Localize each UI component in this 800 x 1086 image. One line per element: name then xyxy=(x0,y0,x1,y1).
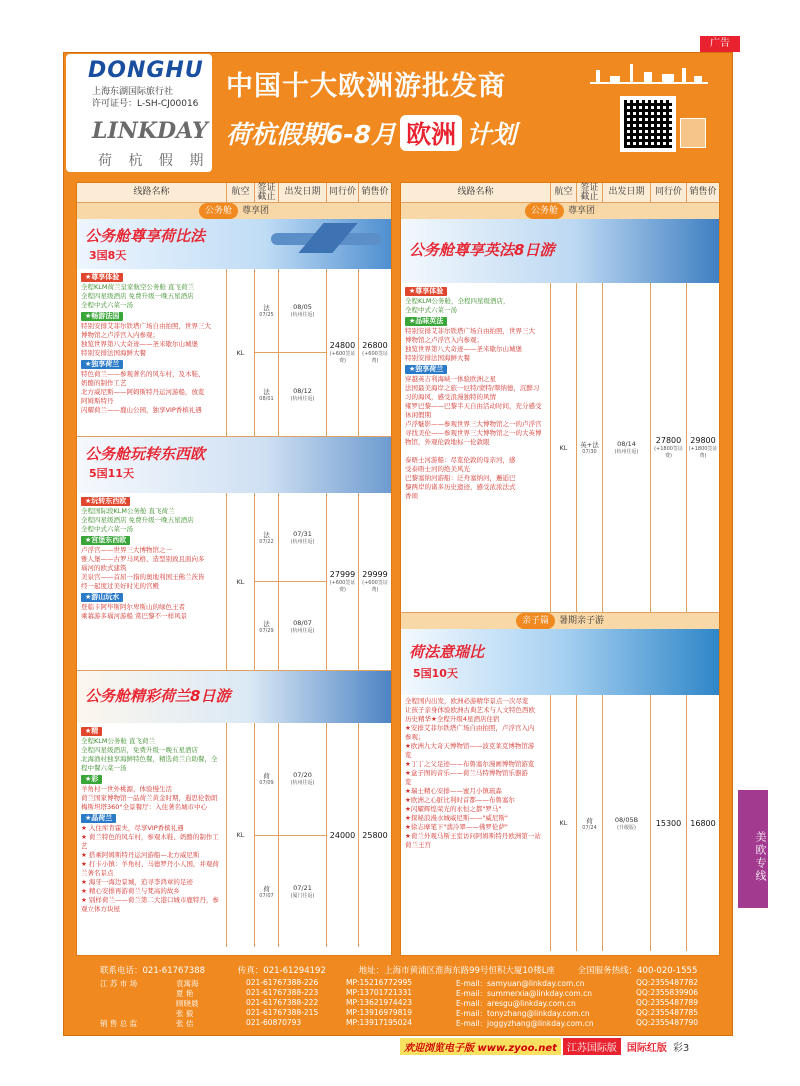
banner-tour-3: 公务舱精彩荷兰8日游 xyxy=(77,671,391,723)
banner-uk-fr: 公务舱尊享英法8日游 xyxy=(401,219,719,283)
table-header: 线路名称 航空 签证截止 出发日期 同行价 销售价 xyxy=(401,183,719,203)
section-tag-business: 公务舱 尊享团 xyxy=(401,203,719,219)
skyline-icon xyxy=(590,64,708,84)
contact-footer: 联系电话：021-61767388 传真：021-61294192 地址：上海市黄浦区淮海东路99号恒积大厦10楼L座 全国服务热线：400-020-1555 江 苏 市 场 袁寓海 021-61767388-226 MP:15216772995 E-mail：samyuan@linkday.com.cn QQ:2355487782 夏 艳 021-61767388-223 MP:13701721331 E-mail：summerxia@linkday.com.cn QQ:2355839906 顾晓晨 021-61767388-222 MP:13621974423 E-mail：aresgu@linkday.com.cn QQ:2355487789 张 毅 021-61767388-215 MP:13916979819 E-mail：tonyzhang@linkday.com.cn QQ:2355487785 销 售 总 监 张 佶 021-60870793 MP:13917195024 E-mail：joggyzhang@linkday.com.cn QQ:2355487790 xyxy=(76,960,720,1032)
website-link[interactable]: 欢迎浏览电子版 www.zyoo.net xyxy=(400,1038,561,1055)
tour-row-3: ★精 全程KLM公务舱 直飞荷兰 全程四星级酒店，免费升级一晚五星酒店 北海渔村独享海鲜特色餐，精选荷兰自助餐，全 程中餐六菜一汤 ★彩 羊角村一世外桃源，体验慢生活 荷兰国家博物馆一品荷兰黄金时期，遐思伦勃朗 梅斯坦塔360°全景餐厅：入住著名城市中心 ★晶荷兰 ★ 入住库肯霍夫，尽享VIP香槟礼遇 ★ 荷兰特色的风车村，参观木鞋、奶酪的制作工艺 ★ 搭乘阿姆斯特丹运河游船—北方威尼斯 ★ 打卡小镇：羊角村、马德罗丹小人国，并观荷兰著名景点 ★ 海牙一海边景城，追寻李鸿章的足迹 ★ 精心安排再游荷兰与梵高的故乡 ★ 别样荷兰——荷兰第二大港口城市鹿特丹，参观立体方块屋 KL 荷 07/09 荷 07/07 07/20 (杭州往返) 07/21 (厦门往返) 24000 25800 xyxy=(77,723,391,947)
license-number: 许可证号：L-SH-CJ00016 xyxy=(92,99,199,109)
tour-row-2: ★玩转东西欧 全程国际段KLM公务舱 直飞荷兰 全程四星级酒店 免费升级一晚五星酒店 全程中式六菜一汤 ★宫堡东西欧 卢浮宫——世界三大博物馆之一 雅人堡——古罗马风格、造型别致且面向多 瑙河的欧式建筑 美泉宫——首屈一指的奥地利国王佛兰茨皆 经一起度过美好时光的宫殿 ★游山玩水 登临卡阿毕斯阿尔卑斯山的绿色王者 乘幕游多瑙河游船 赏巴黎不一样风景 KL 法 07/22 法 07/29 07/31 (杭州往返) 08/07 (杭州往返) 27999 (+600签证费) 29999 (+600签证费) xyxy=(77,493,391,671)
banner-tour-2: 公务舱玩转东西欧 5国11天 xyxy=(77,437,391,493)
tour-row-family: 全程国内出发，欧洲必游精华景点一次尽览 让孩子亲身体验欧洲古典艺术与人文特色西欧 历史精华★全程升级4星酒店住宿 ★安排艾菲尔铁塔广场自由拍照，卢浮宫入内 参观； ★欧洲九大奇天博物馆——波克莱克博物馆游 览 ★丁丁之父足迹——布鲁塞尔漫画博物馆游览 ★盒子图的音乐——荷兰马特博物馆乐器游 览 ★瑞士精心安排——蜜月小镇琉森 ★欧洲之心脏比利时首都——布鲁塞尔 ★闪耀辉煌荣光的永恒之都"罗马" ★探秘浪漫水城威尼斯——"威尼斯" ★徐志摩笔下"翡冷翠——佛罗伦萨" ★荷兰外观马斯王室访问阿姆斯特丹欧洲第一站 荷兰王宫 KL 荷 07/24 08/05B (升级版) 15300 16800 xyxy=(401,695,719,951)
bottom-bar: 欢迎浏览电子版 www.zyoo.net 江苏国际版 国际红版 彩3 xyxy=(400,1038,740,1054)
side-tab: 美欧专线 xyxy=(738,790,768,908)
section-tag-business: 公务舱 尊享团 xyxy=(77,203,391,219)
ad-tag: 广告 xyxy=(700,36,740,52)
th-airline: 航空 xyxy=(227,183,255,202)
section-tag-family: 亲子篇 暑期亲子游 xyxy=(401,613,719,629)
headline-1: 中国十大欧洲游批发商 xyxy=(226,71,506,102)
tour-row-1: ★尊享体验 全程KLM荷兰皇家航空公务舱 直飞荷兰 全程四星级酒店 免费升级一晚五星酒店 全程中式六菜一汤 ★畅游法国 特别安排艾菲尔铁塔广场自由拍照，世界三大 博物馆之卢浮宫入内参观； 独览世界第八大奇迹——圣米歇尔山城堡 特别安排法国海鲜大餐 ★独享荷兰 特色荷兰——参观著名的风车村，及木鞋、 奶酪的制作工艺 北方威尼斯——阿姆斯特丹运河游船，放览 阿姆斯特丹 闪耀荷兰——鹿山公园，独享VIP香槟礼遇 KL 法 07/25 法 08/01 08/05 (杭州往返) 08/12 (杭州往返) 24800 (+600签证费) 26800 (+600签证费) xyxy=(77,269,391,437)
th-visa: 签证截止 xyxy=(255,183,279,202)
banner-tour-1: 公务舱尊享荷比法 3国8天 xyxy=(77,219,391,269)
th-peer: 同行价 xyxy=(327,183,359,202)
table-header xyxy=(77,183,391,203)
linkday-logo: LINKDAY xyxy=(92,118,208,144)
airline-code: KL xyxy=(236,348,245,357)
linkday-cn: 荷 杭 假 期 xyxy=(98,153,210,169)
headline-2: 荷杭假期6-8月 欧洲 计划 xyxy=(226,115,516,151)
right-column xyxy=(400,182,720,956)
th-retail: 销售价 xyxy=(361,187,389,197)
qr-code xyxy=(620,96,676,152)
th-depart: 出发日期 xyxy=(279,183,327,202)
banner-family: 荷法意瑞比 5国10天 xyxy=(401,629,719,695)
company-name: 上海东湖国际旅行社 xyxy=(92,87,174,97)
left-column xyxy=(76,182,392,956)
tour-row-uk-fr: ★尊享体验 全程KLM公务舱，全程四星级酒店， 全程中式六菜一汤 ★品味英法 特别安排艾菲尔铁塔广场自由拍照，世界三大 博物馆之卢浮宫入内参观； 独览世界第八大奇迹——圣米歇尔山城堡 特别安排法国海鲜大餐 ★独享荷兰 穿越英吉利海峡一体验欧洲之星 法国最美海岸之旅一厄特/蒙特/翠纳德，沉醉习 习的海风，感受浪漫独特的风情 雍罗巴黎——巴黎半天自由活动时间，充分感受 休闲假期 卢浮魅影——参观世界三大博物馆之一的卢浮宫 寻找美伦——参观世界三大博物馆之一的大英博 物馆，外观伦敦地标一伦敦眼 泰晤士河游船：尽览伦敦的母亲河，感 受泰晤士河的绝美风光 巴黎塞纳河游船：泛舟塞纳河，邂逅巴 黎两岸的诸多历史遗迹，感受浓浓法式 香颂 KL 英+法 07/30 08/14 (杭州往返) 27800 (+1800签证费) 29800 (+1800签证费) xyxy=(401,283,719,613)
booklet-icon xyxy=(680,118,706,148)
donghu-logo: DONGHU xyxy=(88,58,204,83)
airplane-icon xyxy=(271,233,381,245)
th-route: 线路名称 xyxy=(77,183,227,202)
